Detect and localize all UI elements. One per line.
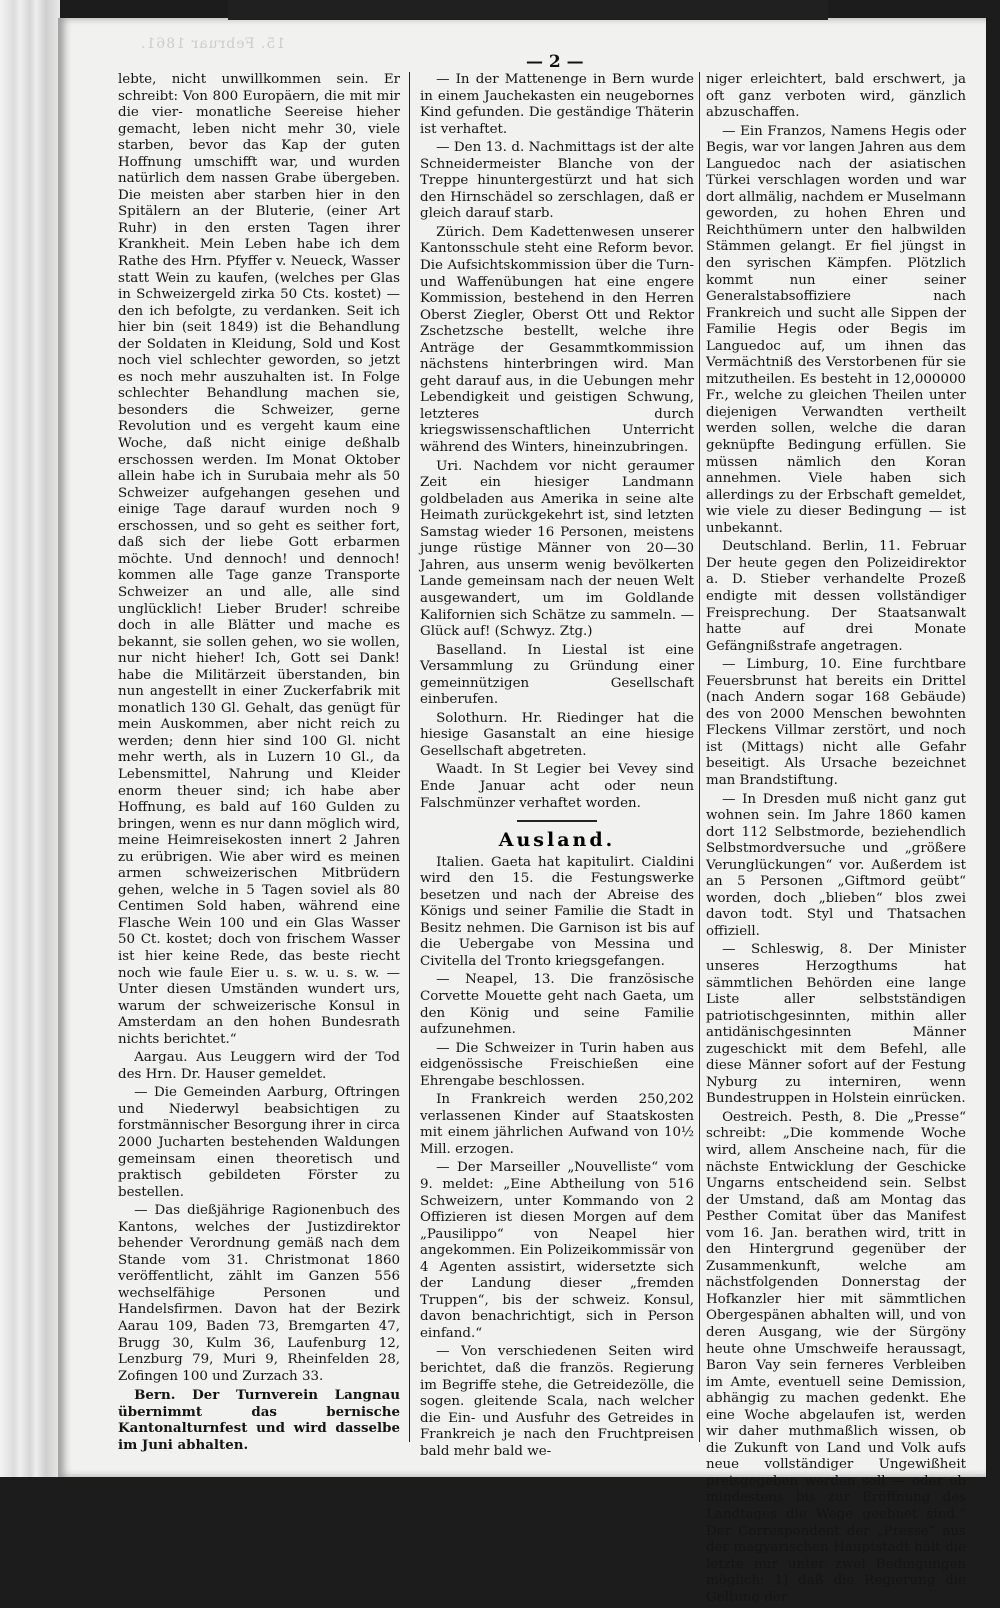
section-divider bbox=[517, 820, 597, 822]
article-paragraph: Italien. Gaeta hat kapitulirt. Cialdini wird den 15. die Festungswerke besetzen und nach der Abreise des Königs und seiner Familie die Stadt in Besitz nehmen. Die Garnison ist bis auf die Uebergabe von Messina und Civitella del Tronto kriegsgefangen. bbox=[420, 854, 694, 969]
article-paragraph: Waadt. In St Legier bei Vevey sind Ende Januar acht oder neun Falschmünzer verhaftet worden. bbox=[420, 762, 694, 811]
article-paragraph: niger erleichtert, bald erschwert, ja oft ganz verboten wird, gänzlich abzuschaffen. bbox=[706, 72, 966, 121]
article-paragraph: In Frankreich werden 250,202 verlassenen Kinder auf Staatskosten mit einem jährlichen Aufwand von 10½ Mill. erzogen. bbox=[420, 1092, 694, 1157]
article-paragraph: — Schleswig, 8. Der Minister unseres Herzogthums hat sämmtlichen Behörden eine lange Liste aller selbstständigen patriotischgesinnten, mithin aller antidänischgesinnten Männer zugeschickt mit dem Befehl, alle diese Männer sofort auf der Festung Nyburg zu interniren, wenn Bundestruppen in Holstein einrücken. bbox=[706, 942, 966, 1107]
article-paragraph: — Den 13. d. Nachmittags ist der alte Schneidermeister Blanche von der Treppe hinuntergestürzt und hat sich den Hirnschädel so zerschlagen, daß er gleich darauf starb. bbox=[420, 140, 694, 222]
article-paragraph: — Neapel, 13. Die französische Corvette Mouette geht nach Gaeta, um den König und seine Familie aufzunehmen. bbox=[420, 972, 694, 1038]
bleed-through-header: 15. Februar 1861. bbox=[140, 36, 286, 52]
article-paragraph: — Die Gemeinden Aarburg, Oftringen und Niederwyl beabsichtigen zu forstmännischer Besorgung ihrer in circa 2000 Jucharten bestehenden Waldungen gemeinsam einen theoretisch und praktisch gebildeten Förster zu bestellen. bbox=[118, 1085, 400, 1200]
column-1 bbox=[118, 72, 400, 1455]
article-paragraph: Zürich. Dem Kadettenwesen unserer Kantonsschule steht eine Reform bevor. Die Aufsichtskommission über die Turn- und Waffenübungen hat eine engere Kommission, bestehend in den Herren Oberst Ziegler, Oberst Ott und Rektor Zschetzsche bestellt, welche ihre Anträge der Gesammtkommission nächstens hinterbringen wird. Man geht darauf aus, in die Uebungen mehr Lebendigkeit und geistigen Schwung, letzteres durch kriegswissenschaftlichen Unterricht während des Winters, hineinzubringen. bbox=[420, 224, 694, 456]
column-3 bbox=[706, 72, 966, 1608]
article-paragraph: — Die Schweizer in Turin haben aus eidgenössische Freischießen eine Ehrengabe beschlossen. bbox=[420, 1040, 694, 1089]
article-paragraph: Uri. Nachdem vor nicht geraumer Zeit ein hiesiger Landmann goldbeladen aus Amerika in seine alte Heimath zurückgekehrt ist, sind letzten Samstag wieder 16 Personen, meistens junge rüstige Männer von 20—30 Jahren, aus unserm wenig bevölkerten Lande gemeinsam nach der neuen Welt ausgewandert, um im Goldlande Kalifornien sich Schätze zu sammeln. — Glück auf! (Schwyz. Ztg.) bbox=[420, 458, 694, 640]
scan-border bbox=[228, 0, 828, 20]
adjacent-pages-edge bbox=[0, 0, 60, 1477]
column-2 bbox=[420, 72, 694, 1462]
article-paragraph: Baselland. In Liestal ist eine Versammlung zu Gründung einer gemeinnützigen Gesellschaft einberufen. bbox=[420, 642, 694, 708]
article-paragraph: — Ein Franzos, Namens Hegis oder Begis, war vor langen Jahren aus dem Languedoc nach der asiatischen Türkei verschlagen worden und war dort allmälig, nachdem er Muselmann geworden, zu hohen Ehren und Reichthümern unter den halbwilden Stämmen gelangt. Er fiel jüngst in den syrischen Kämpfen. Plötzlich kommt nun einer seiner Generalstabsoffiziere nach Frankreich und sucht alle Sippen der Familie Hegis oder Begis im Languedoc auf, um ihnen das Vermächtniß des Verstorbenen für sie mitzutheilen. Es besteht in 12,000000 Fr., welche zu gleichen Theilen unter diejenigen Verwandten vertheilt werden sollen, welche die daran geknüpfte Bedingung erfüllen. Sie müssen nämlich den Koran annehmen. Viele haben sich allerdings zu der Erbschaft gemeldet, wie viele zu dieser Bedingung — ist unbekannt. bbox=[706, 123, 966, 536]
article-paragraph: Deutschland. Berlin, 11. Februar Der heute gegen den Polizeidirektor a. D. Stieber verhandelte Prozeß endigte mit dessen vollständiger Freisprechung. Der Staatsanwalt hatte auf drei Monate Gefängnißstrafe angetragen. bbox=[706, 539, 966, 654]
article-paragraph: — In der Mattenenge in Bern wurde in einem Jauchekasten ein neugebornes Kind gefunden. Die geständige Thäterin ist verhaftet. bbox=[420, 72, 694, 137]
article-paragraph: — Das dießjährige Ragionenbuch des Kantons, welches der Justizdirektor behender Verordnung gemäß nach dem Stande vom 31. Christmonat 1860 veröffentlicht, zählt im Ganzen 556 wechselfähige Personen und Handelsfirmen. Davon hat der Bezirk Aarau 109, Baden 73, Bremgarten 47, Brugg 30, Kulm 36, Laufenburg 12, Lenzburg 79, Muri 9, Rheinfelden 28, Zofingen 100 und Zurzach 33. bbox=[118, 1203, 400, 1384]
section-title-ausland: Ausland. bbox=[498, 829, 616, 852]
article-paragraph: Aargau. Aus Leuggern wird der Tod des Hrn. Dr. Hauser gemeldet. bbox=[118, 1050, 400, 1082]
column-divider-1 bbox=[409, 72, 410, 1442]
article-paragraph: — Der Marseiller „Nouvelliste“ vom 9. meldet: „Eine Abtheilung von 516 Schweizern, unter Kommando von 2 Offizieren ist diesen Morgen auf dem „Pausilippo“ von Neapel hier angekommen. Ein Polizeikommissär von 4 Agenten assistirt, widersetzte sich der Landung dieser „fremden Truppen“, bis der schweiz. Konsul, davon benachrichtigt, sich in Person einfand.“ bbox=[420, 1160, 694, 1341]
article-paragraph: — Von verschiedenen Seiten wird berichtet, daß die französ. Regierung im Begriffe stehe, die Getreidezölle, die sogen. gleitende Scala, nach welcher die Ein- und Ausfuhr des Getreides in Frankreich je nach den Fruchtpreisen bald mehr bald we- bbox=[420, 1344, 694, 1459]
article-paragraph: Solothurn. Hr. Riedinger hat die hiesige Gasanstalt an eine hiesige Gesellschaft abgetreten. bbox=[420, 710, 694, 759]
column-divider-2 bbox=[699, 72, 700, 1442]
article-paragraph: Bern. Der Turnverein Langnau übernimmt das bernische Kantonalturnfest und wird dasselbe im Juni abhalten. bbox=[118, 1387, 400, 1453]
article-paragraph: — Limburg, 10. Eine furchtbare Feuersbrunst hat bereits ein Drittel (nach Andern sogar 168 Gebäude) des von 2000 Menschen bewohnten Fleckens Villmar zerstört, und noch ist (Mittags) nicht alle Gefahr beseitigt. Als Ursache bezeichnet man Brandstiftung. bbox=[706, 657, 966, 788]
page-number: — 2 — bbox=[526, 52, 584, 72]
article-paragraph: lebte, nicht unwillkommen sein. Er schreibt: Von 800 Europäern, die mit mir die vier- monatliche Seereise hieher gemacht, leben nicht mehr 30, viele starben, bevor das Kap der guten Hoffnung umschifft war, und wurden natürlich dem nassen Grabe übergeben. Die meisten aber starben hier in den Spitälern an der Bluterie, (einer Art Ruhr) in den ersten Tagen ihrer Krankheit. Mein Leben habe ich dem Rathe des Hrn. Pfyffer v. Neueck, Wasser statt Wein zu kaufen, (welches per Glas in Schweizergeld zirka 50 Cts. kostet) — den ich befolgte, zu verdanken. Seit ich hier bin (seit 1849) ist die Behandlung der Soldaten in Kleidung, Sold und Kost noch viel schlechter geworden, so jetzt es noch mehr auszuhalten ist. In Folge schlechter Behandlung machen sie, besonders die Schweizer, gerne Revolution und es vergeht kaum eine Woche, daß nicht einige deßhalb erschossen werden. Im Monat Oktober allein habe ich in Surubaia mehr als 50 Schweizer aufgehangen gesehen und einige Tage darauf wurden noch 9 erschossen, und so geht es seither fort, daß sich der liebe Gott erbarmen möchte. Und dennoch! und dennoch! kommen alle Tage ganze Transporte Schweizer an und alle, alle sind unglücklich! Lieber Bruder! schreibe doch in alle Blätter und mache es bekannt, sie sollen gehen, wo sie wollen, nur nicht hieher! Ich, Gott sei Dank! habe die Militärzeit überstanden, bin nun angestellt in einer Zuckerfabrik mit monatlich 130 Gl. Gehalt, das genügt für mein Auskommen, aber nicht reich zu werden; denn hier sind 100 Gl. nicht mehr werth, als in Luzern 10 Gl., da Lebensmittel, Nahrung und Kleider enorm theuer sind; ich habe aber Hoffnung, es bald auf 160 Gulden zu bringen, wenn es nur dann möglich wird, meine Heimreisekosten innert 2 Jahren zu erübrigen. Wie aber wird es meinen armen schweizerischen Mitbrüdern gehen, welche in 5 Tagen soviel als 80 Centimen Sold haben, während eine Flasche Wein 100 und ein Glas Wasser 50 Ct. kostet; doch von frischem Wasser ist hier keine Rede, das beste riecht noch wie faule Eier u. s. w. u. s. w. — Unter diesen Umständen wundert urs, warum der schweizerische Konsul in Amsterdam an den hohen Bundesrath nichts berichtet.“ bbox=[118, 72, 400, 1047]
article-paragraph: Oestreich. Pesth, 8. Die „Presse“ schreibt: „Die kommende Woche wird, allem Anscheine nach, für die nächste Entwicklung der Geschicke Ungarns entscheidend sein. Selbst der Umstand, daß am Montag das Pesther Comitat über das Manifest vom 16. Jan. berathen wird, tritt in den Hintergrund gegenüber der Zusammenkunft, welche am nächstfolgenden Donnerstag der Hofkanzler hier mit sämmtlichen Obergespänen abhalten will, und von deren Ausgang, wie der Sürgöny heute ohne Umschweife heraussagt, Baron Vay sein ferneres Verbleiben im Amte, eventuell seine Demission, abhängig zu machen gedenkt. Ehe eine Woche abgelaufen ist, werden wir daher muthmaßlich wissen, ob die Zukunft von Land und Volk aufs neue vollständiger Ungewißheit preisgegeben werden soll — oder ob mindestens bis zur Eröffnung des Landtages die Wege geebnet sind.“ Der Correspondent der „Presse“ aus der magyarischen Hauptstadt hält die letzte nur unter zwei Bedingungen möglich: 1) daß die Regierung die Geltung der bbox=[706, 1109, 966, 1605]
article-paragraph: — In Dresden muß nicht ganz gut wohnen sein. Im Jahre 1860 kamen dort 112 Selbstmorde, beziehendlich Selbstmordversuche und „größere Verunglückungen“ vor. Außerdem ist an 5 Personen „Giftmord geübt“ worden, doch „blieben“ blos zwei davon todt. Styl und Thatsachen offiziell. bbox=[706, 791, 966, 939]
